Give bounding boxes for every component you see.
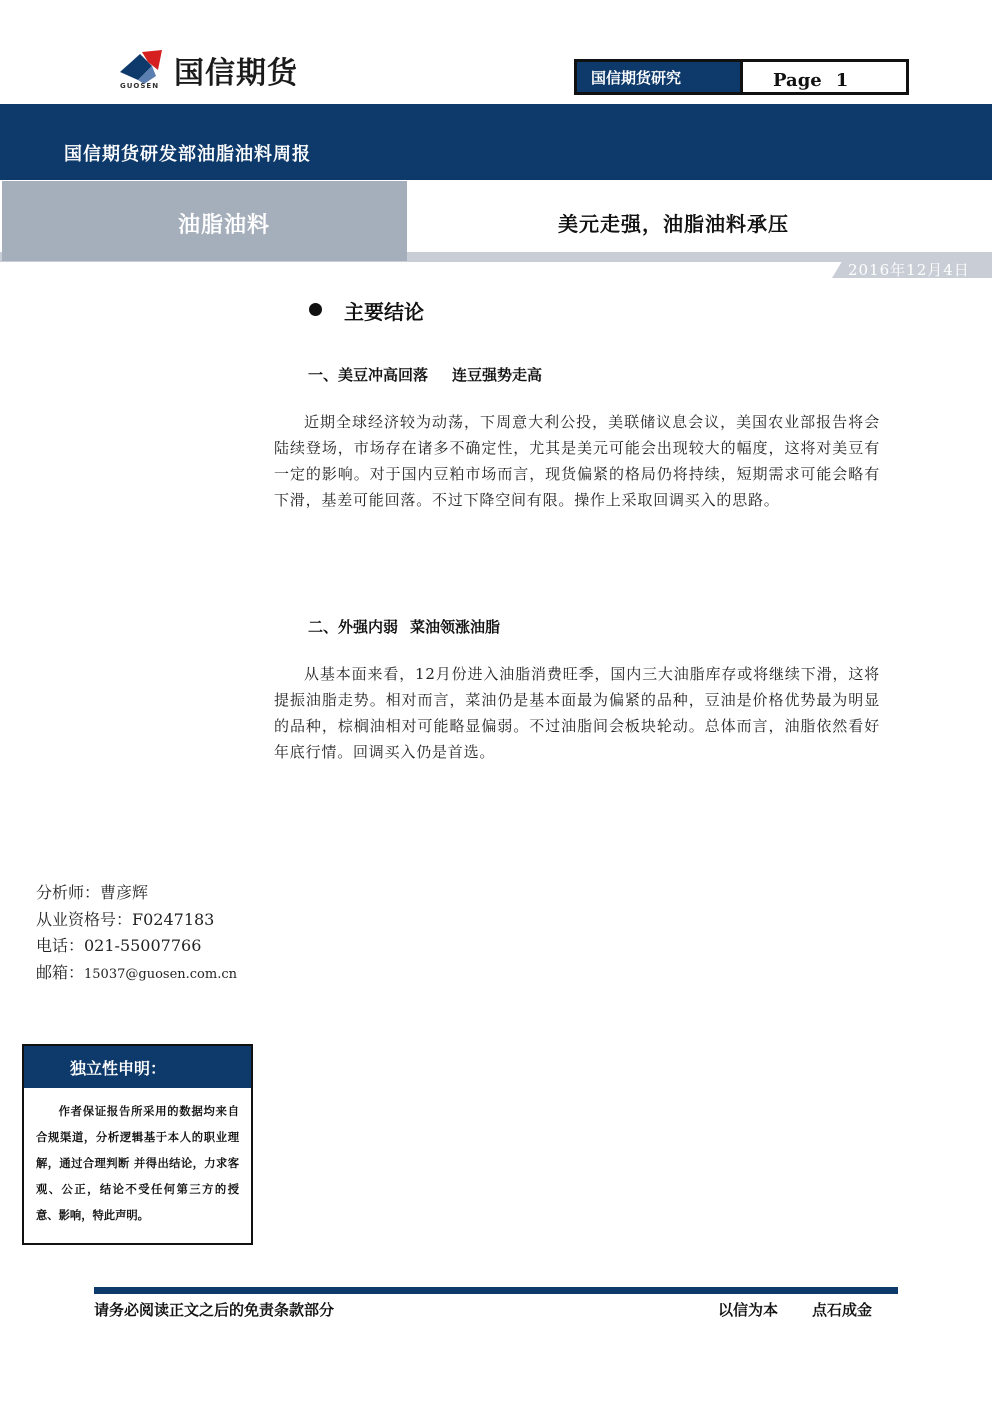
paragraph-2	[274, 661, 880, 765]
analyst-email-row	[36, 960, 237, 989]
motto-1: 以信为本	[718, 1301, 779, 1319]
declaration-title: 独立性申明：	[24, 1046, 251, 1088]
analyst-email-label: 邮箱：	[36, 962, 85, 982]
motto-2: 点石成金	[812, 1301, 873, 1319]
logo-text: 国信期货	[174, 56, 298, 91]
analyst-email: 15037@guosen.com.cn	[84, 966, 237, 982]
paragraph-2-text: 从基本面来看，12月份进入油脂消费旺季，国内三大油脂库存或将继续下滑，这将提振油脂走势。相对而言，菜油仍是基本面最为偏紧的品种，豆油是价格优势最为明显的品种，棕榈油相对可能略显偏弱。不过油脂间会板块轮动。总体而言，油脂依然看好年底行情。回调买入仍是首选。	[274, 665, 880, 761]
report-headline: 美元走强，油脂油料承压	[558, 212, 789, 236]
independence-declaration	[22, 1044, 253, 1245]
analyst-phone: 电话：021-55007766	[36, 936, 202, 955]
disclaimer-notice: 请务必阅读正文之后的免责条款部分	[94, 1301, 335, 1319]
bullet-icon	[309, 303, 322, 316]
subsection-1-part-b: 连豆强势走高	[452, 366, 543, 384]
company-motto	[718, 1299, 872, 1320]
subsection-2-part-a: 二、外强内弱	[308, 618, 399, 636]
research-label: 国信期货研究	[577, 62, 743, 92]
page-word: Page	[773, 69, 822, 91]
logo-text-en: GUOSEN	[120, 82, 160, 90]
subsection-heading-2	[308, 616, 500, 637]
report-date: 2016年12月4日	[848, 261, 970, 279]
subsection-1-part-a: 一、美豆冲高回落	[308, 366, 429, 384]
declaration-text: 作者保证报告所采用的数据均来自合规渠道，分析逻辑基于本人的职业理解，通过合理判断 并得出结论，力求客观、公正，结论不受任何第三方的授意、影响，特此声明。	[36, 1104, 239, 1222]
subsection-heading-1	[308, 364, 542, 385]
page-indicator	[743, 62, 906, 92]
footer-bar	[94, 1287, 898, 1294]
research-page-box	[574, 59, 909, 95]
report-series-title: 国信期货研发部油脂油料周报	[64, 144, 311, 165]
analyst-name: 分析师：曹彦辉	[36, 883, 149, 902]
analyst-certificate: 从业资格号：F0247183	[36, 909, 215, 929]
declaration-body	[24, 1088, 251, 1228]
analyst-info	[36, 880, 237, 988]
subsection-2-part-b: 菜油领涨油脂	[410, 618, 501, 636]
company-logo	[118, 46, 358, 96]
page-number: 1	[835, 69, 849, 91]
section-title: 主要结论	[344, 300, 424, 324]
paragraph-1	[274, 409, 880, 513]
category-label: 油脂油料	[178, 213, 271, 238]
paragraph-1-text: 近期全球经济较为动荡，下周意大利公投，美联储议息会议，美国农业部报告将会陆续登场，市场存在诸多不确定性，尤其是美元可能会出现较大的幅度，这将对美豆有一定的影响。对于国内豆粕市场而言，现货偏紧的格局仍将持续，短期需求可能会略有下滑，基差可能回落。不过下降空间有限。操作上采取回调买入的思路。	[274, 413, 880, 509]
